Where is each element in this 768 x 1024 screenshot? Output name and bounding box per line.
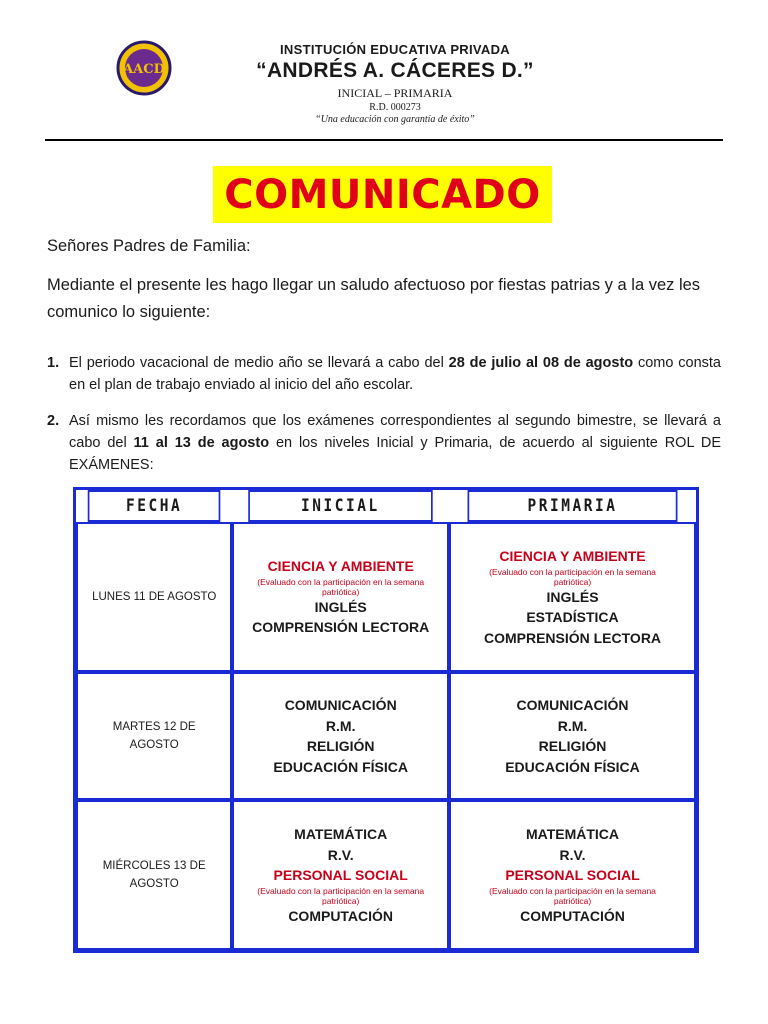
column-header-inicial: INICIAL — [249, 490, 433, 522]
table-row — [76, 800, 696, 950]
motto: “Una educación con garantía de éxito” — [315, 114, 475, 125]
list-item-number: 1. — [47, 355, 60, 371]
primaria-subjects: COMUNICACIÓN R.M. RELIGIÓN EDUCACIÓN FÍSICA — [449, 672, 696, 800]
education-levels: INICIAL – PRIMARIA — [337, 86, 453, 100]
inicial-subjects: CIENCIA Y AMBIENTE (Evaluado con la participación en la semana patriótica) INGLÉS COMPRENSIÓN LECTORA — [232, 522, 449, 672]
list-item: 1. El periodo vacacional de medio año se llevará a cabo del 28 de julio al 08 de agosto como consta en el plan de trabajo enviado al inicio del año escolar. — [47, 352, 721, 396]
exam-schedule-table — [73, 487, 699, 953]
list-item-number: 2. — [47, 413, 60, 429]
resolution-number: R.D. 000273 — [369, 102, 421, 113]
list-item: 2. Así mismo les recordamos que los exámenes correspondientes al segundo bimestre, se llevará a cabo del 11 al 13 de agosto en los niveles Inicial y Primaria, de acuerdo al siguiente ROL DE EXÁMENES: — [47, 410, 721, 476]
svg-text:AACD: AACD — [123, 62, 165, 77]
header-divider — [45, 139, 723, 141]
exam-dates: 11 al 13 de agosto — [133, 435, 270, 451]
document-title: COMUNICADO — [213, 166, 552, 223]
column-header-primaria: PRIMARIA — [468, 490, 678, 522]
primaria-subjects: MATEMÁTICA R.V. PERSONAL SOCIAL (Evaluado con la participación en la semana patriótica) COMPUTACIÓN — [449, 800, 696, 950]
school-logo — [116, 40, 172, 96]
table-row — [76, 522, 696, 672]
table-row — [76, 672, 696, 800]
vacation-dates: 28 de julio al 08 de agosto — [448, 355, 634, 371]
letterhead — [180, 42, 610, 125]
salutation: Señores Padres de Familia: — [47, 237, 251, 255]
institution-name: “ANDRÉS A. CÁCERES D.” — [256, 59, 534, 82]
intro-paragraph: Mediante el presente les hago llegar un saludo afectuoso por fiestas patrias y a la vez les comunico lo siguiente: — [47, 276, 701, 321]
institution-type: INSTITUCIÓN EDUCATIVA PRIVADA — [280, 42, 510, 57]
table-header-row — [76, 490, 696, 522]
exam-date: MARTES 12 DE AGOSTO — [76, 672, 232, 800]
column-header-fecha: FECHA — [88, 490, 221, 522]
primaria-subjects: CIENCIA Y AMBIENTE (Evaluado con la participación en la semana patriótica) INGLÉS ESTADÍSTICA COMPRENSIÓN LECTORA — [449, 522, 696, 672]
exam-date: LUNES 11 DE AGOSTO — [76, 522, 232, 672]
exam-date: MIÉRCOLES 13 DE AGOSTO — [76, 800, 232, 950]
inicial-subjects: MATEMÁTICA R.V. PERSONAL SOCIAL (Evaluado con la participación en la semana patriótica) COMPUTACIÓN — [232, 800, 449, 950]
inicial-subjects: COMUNICACIÓN R.M. RELIGIÓN EDUCACIÓN FÍSICA — [232, 672, 449, 800]
